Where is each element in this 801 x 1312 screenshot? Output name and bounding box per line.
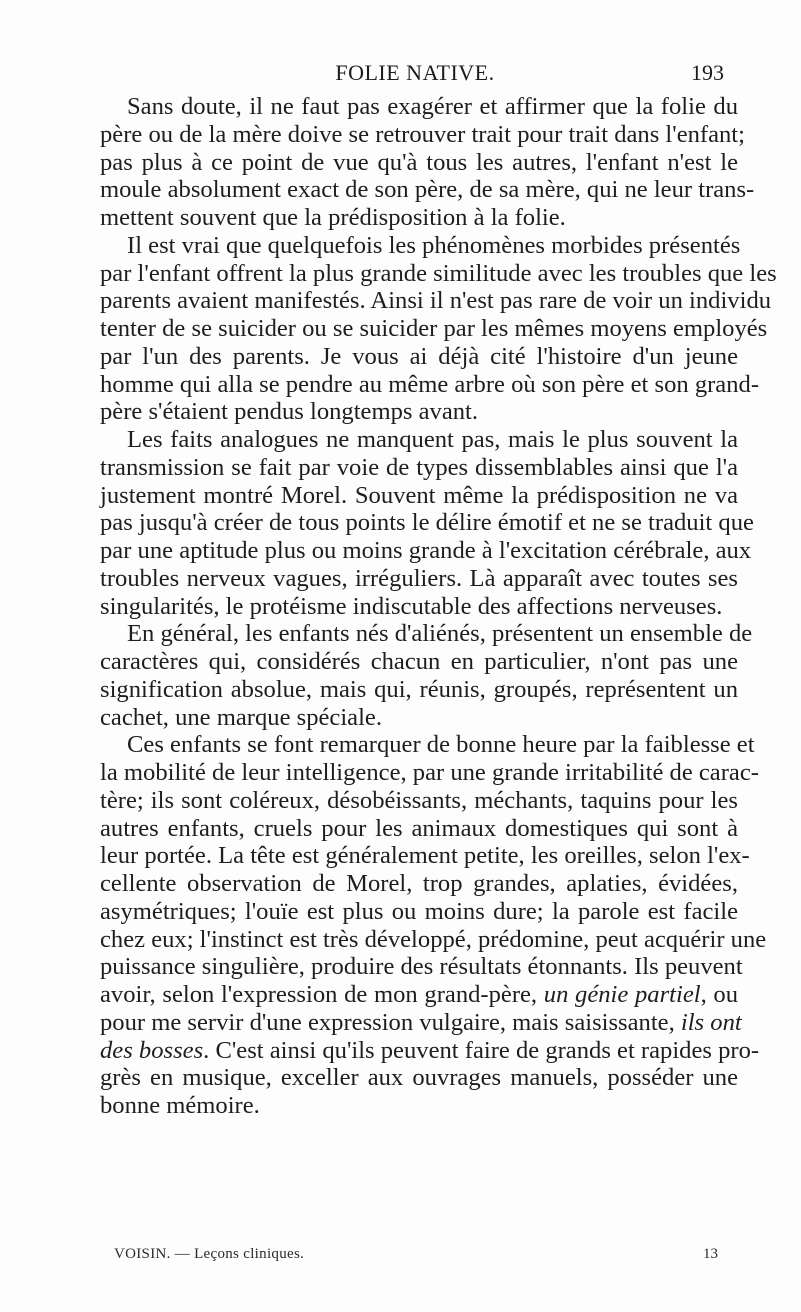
text-line: asymétriques; l'ouïe est plus ou moins dure; la parole est facile <box>100 897 738 925</box>
text-line: signification absolue, mais qui, réunis, groupés, représentent un <box>100 675 738 703</box>
text-line: grès en musique, exceller aux ouvrages manuels, posséder une <box>100 1064 738 1092</box>
text-line: autres enfants, cruels pour les animaux domestiques qui sont à <box>100 814 738 842</box>
text-line: moule absolument exact de son père, de sa mère, qui ne leur trans- <box>100 176 755 204</box>
text-line: par une aptitude plus ou moins grande à l'excitation cérébrale, aux <box>100 537 752 564</box>
body-text <box>100 93 777 1120</box>
text-line: Sans doute, il ne faut pas exagérer et affirmer que la folie du <box>127 93 738 120</box>
text-line: justement montré Morel. Souvent même la prédisposition ne va <box>100 481 738 509</box>
text-line: par l'un des parents. Je vous ai déjà cité l'histoire d'un jeune <box>100 342 738 370</box>
italic-phrase: ils ont <box>680 1008 742 1036</box>
text-line: pas jusqu'à créer de tous points le délire émotif et ne se traduit que <box>100 509 754 537</box>
text-line: parents avaient manifestés. Ainsi il n'est pas rare de voir un individu <box>100 287 772 315</box>
text-line: pas plus à ce point de vue qu'à tous les autres, l'enfant n'est le <box>100 148 738 176</box>
text-line: mettent souvent que la prédisposition à la folie. <box>100 204 566 231</box>
text-line <box>100 1008 742 1037</box>
text-line: Ces enfants se font remarquer de bonne heure par la faiblesse et <box>127 731 755 759</box>
text-line: puissance singulière, produire des résultats étonnants. Ils peuvent <box>100 953 743 981</box>
text-line: Les faits analogues ne manquent pas, mais le plus souvent la <box>127 426 738 453</box>
text-line: singularités, le protéisme indiscutable des affections nerveuses. <box>100 592 723 620</box>
italic-phrase: un génie partiel <box>543 981 701 1008</box>
text-line: transmission se fait par voie de types dissemblables ainsi que l'a <box>100 453 738 481</box>
signature-mark: VOISIN. — Leçons cliniques. <box>114 1246 305 1262</box>
text-line: chez eux; l'instinct est très développé, prédomine, peut acquérir une <box>100 925 767 953</box>
text-line: leur portée. La tête est généralement petite, les oreilles, selon l'ex- <box>100 842 750 870</box>
text-run: , ou <box>700 981 739 1008</box>
text-run: avoir, selon l'expression de mon grand-père, <box>100 981 544 1008</box>
italic-phrase: des bosses <box>100 1036 204 1064</box>
running-title: FOLIE NATIVE. <box>335 60 495 85</box>
page-footer <box>114 1246 718 1270</box>
text-line <box>100 1036 760 1065</box>
text-line: cachet, une marque spéciale. <box>100 703 382 731</box>
page-number: 193 <box>691 60 724 85</box>
text-line: tenter de se suicider ou se suicider par les mêmes moyens employés <box>100 315 768 342</box>
text-line: par l'enfant offrent la plus grande similitude avec les troubles que les <box>100 259 777 287</box>
page-header <box>106 60 724 90</box>
text-line: Il est vrai que quelquefois les phénomènes morbides présentés <box>127 231 741 259</box>
text-line: cellente observation de Morel, trop grandes, aplaties, évidées, <box>100 870 738 897</box>
text-line: caractères qui, considérés chacun en particulier, n'ont pas une <box>100 648 738 675</box>
text-line: homme qui alla se pendre au même arbre où son père et son grand- <box>100 370 760 398</box>
text-line: père s'étaient pendus longtemps avant. <box>100 398 479 426</box>
signature-number: 13 <box>703 1246 718 1262</box>
text-line <box>100 981 738 1009</box>
text-run: . C'est ainsi qu'ils peuvent faire de grands et rapides pro- <box>203 1036 760 1064</box>
text-line: tère; ils sont coléreux, désobéissants, méchants, taquins pour les <box>100 786 738 814</box>
text-run: pour me servir d'une expression vulgaire, mais saisissante, <box>100 1008 681 1036</box>
text-line: En général, les enfants nés d'aliénés, présentent un ensemble de <box>127 620 753 648</box>
text-line: père ou de la mère doive se retrouver trait pour trait dans l'enfant; <box>100 120 745 148</box>
text-line: bonne mémoire. <box>100 1092 260 1119</box>
text-line: troubles nerveux vagues, irréguliers. Là apparaît avec toutes ses <box>100 564 738 592</box>
text-line: la mobilité de leur intelligence, par une grande irritabilité de carac- <box>100 759 759 786</box>
